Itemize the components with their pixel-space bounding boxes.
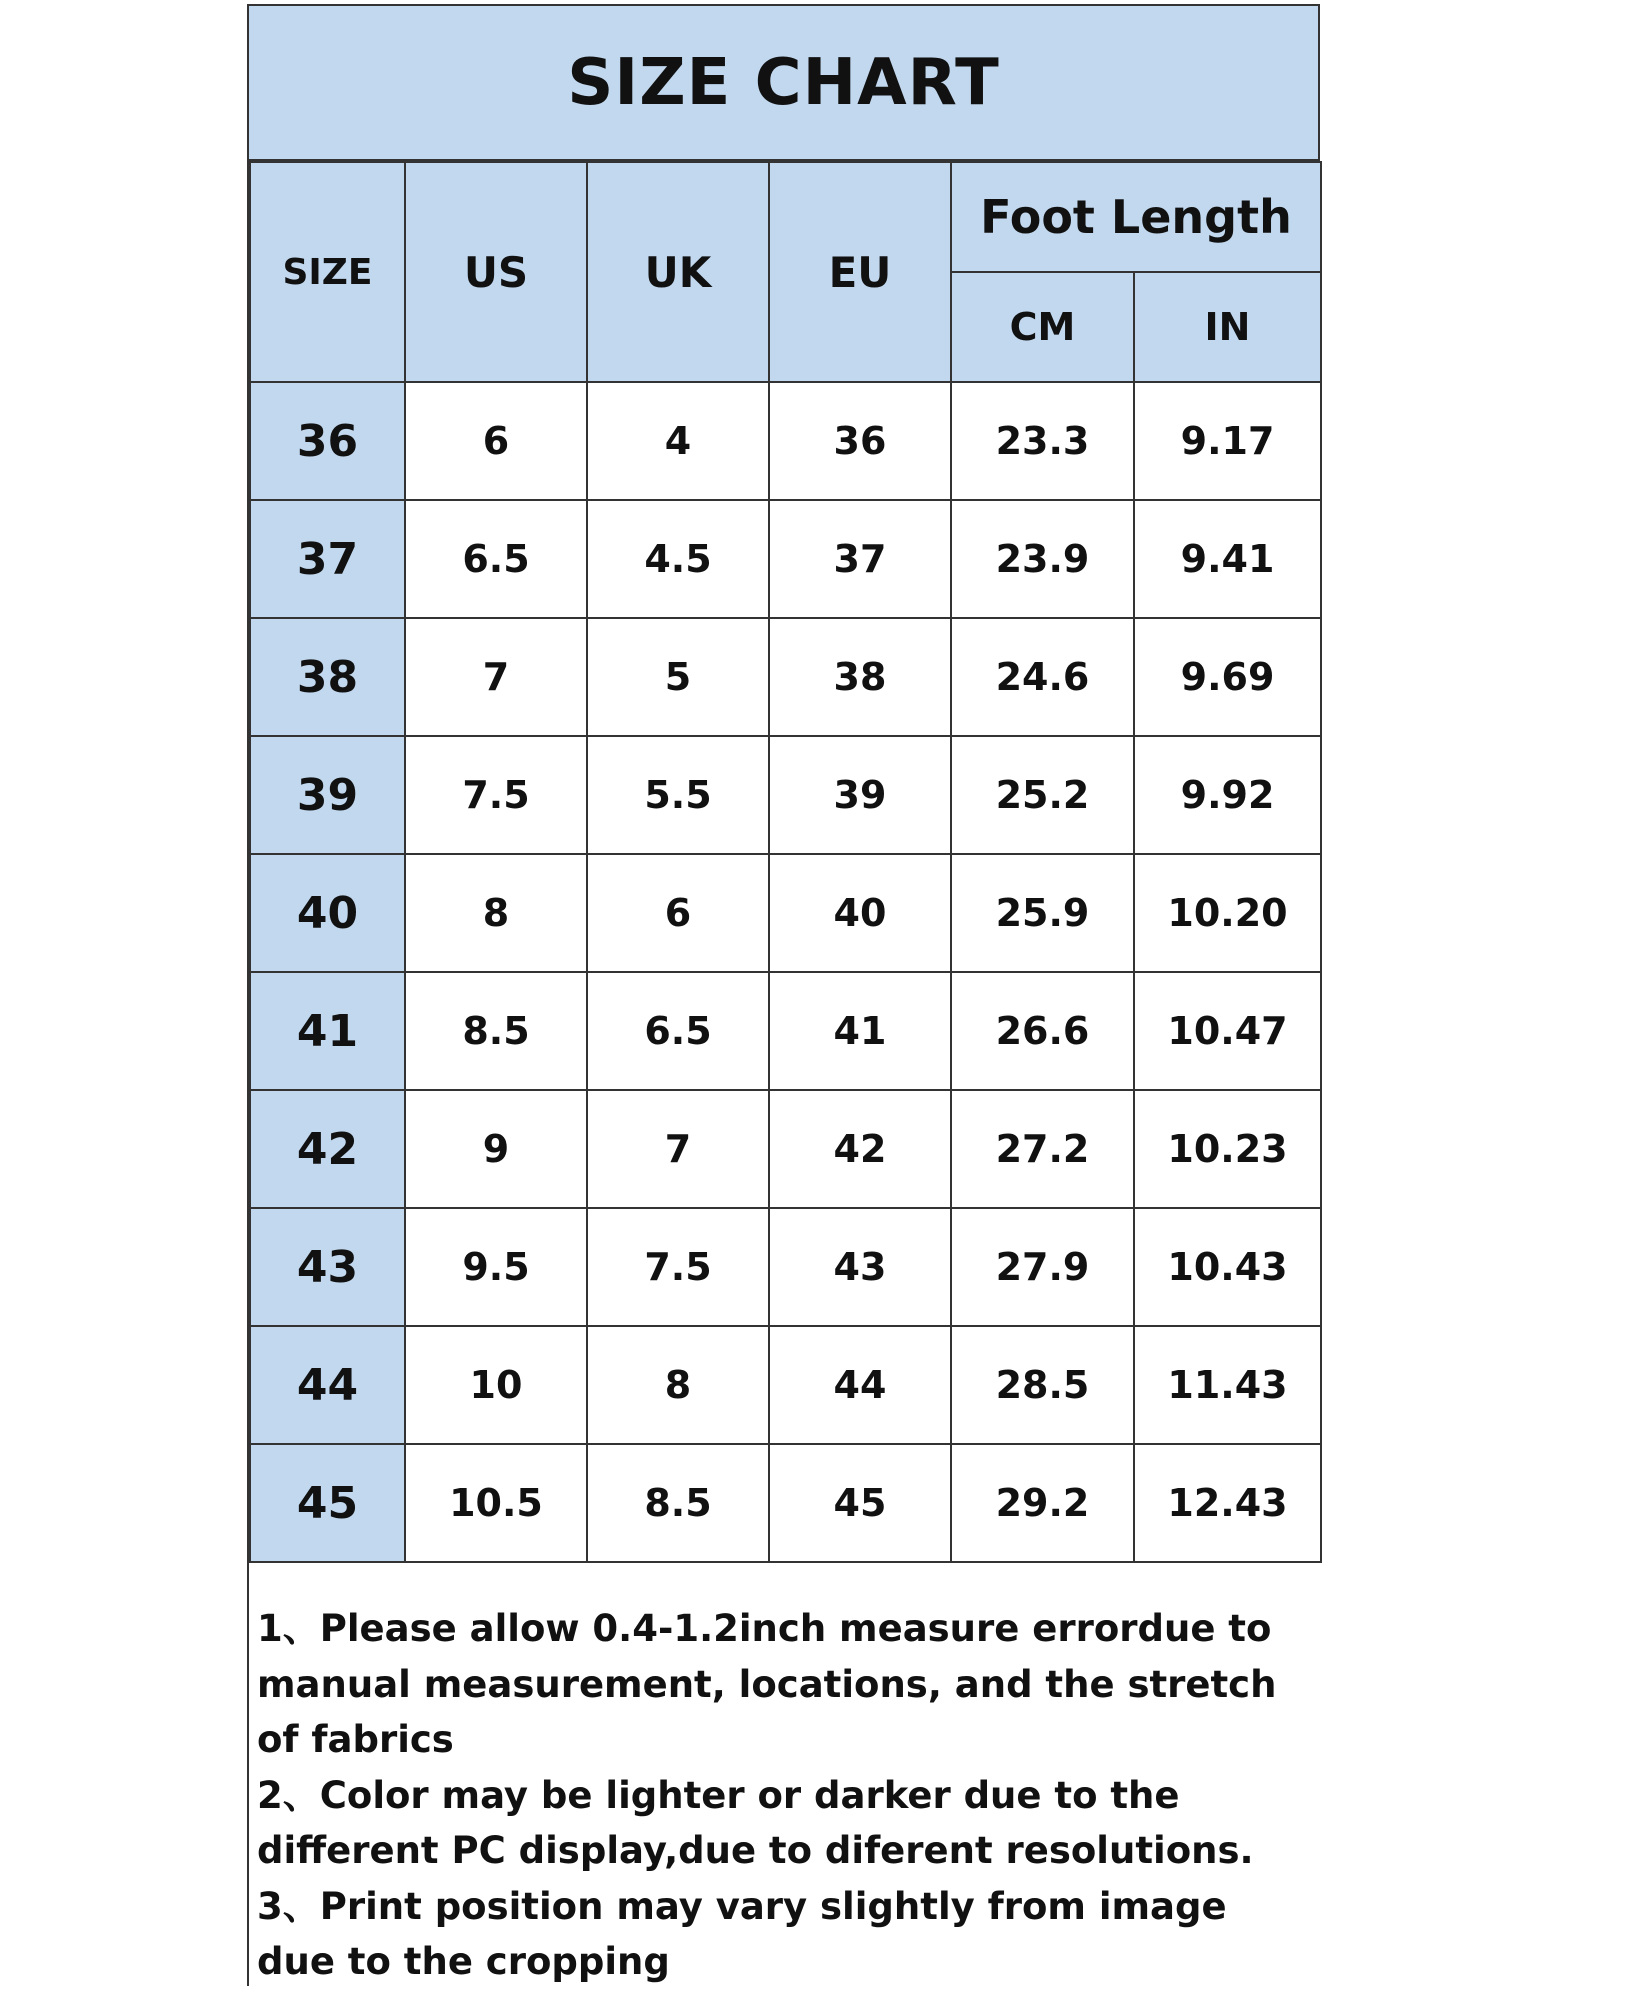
cell-us: 8 <box>405 854 587 972</box>
table-row <box>250 618 1321 736</box>
cell-uk: 5 <box>587 618 769 736</box>
note-1: 1、Please allow 0.4-1.2inch measure errordue to manual measurement, locations, and the stretch of fabrics <box>257 1607 1277 1761</box>
cell-size: 37 <box>250 500 405 618</box>
table-row <box>250 854 1321 972</box>
cell-cm: 27.2 <box>951 1090 1134 1208</box>
table-body <box>250 382 1321 1562</box>
chart-title: SIZE CHART <box>567 45 1000 120</box>
cell-eu: 38 <box>769 618 951 736</box>
note-3: 3、Print position may vary slightly from image due to the cropping <box>257 1884 1227 1983</box>
cell-cm: 25.2 <box>951 736 1134 854</box>
cell-uk: 7.5 <box>587 1208 769 1326</box>
cell-eu: 40 <box>769 854 951 972</box>
cell-size: 43 <box>250 1208 405 1326</box>
cell-in: 9.69 <box>1134 618 1321 736</box>
cell-size: 45 <box>250 1444 405 1562</box>
cell-in: 9.17 <box>1134 382 1321 500</box>
cell-size: 44 <box>250 1326 405 1444</box>
table-row <box>250 1208 1321 1326</box>
cell-uk: 6 <box>587 854 769 972</box>
cell-eu: 43 <box>769 1208 951 1326</box>
cell-us: 9 <box>405 1090 587 1208</box>
cell-cm: 29.2 <box>951 1444 1134 1562</box>
table-row <box>250 1090 1321 1208</box>
header-eu: EU <box>769 162 951 382</box>
cell-cm: 23.3 <box>951 382 1134 500</box>
cell-us: 8.5 <box>405 972 587 1090</box>
cell-us: 9.5 <box>405 1208 587 1326</box>
cell-in: 9.41 <box>1134 500 1321 618</box>
cell-size: 36 <box>250 382 405 500</box>
cell-uk: 4 <box>587 382 769 500</box>
cell-uk: 8.5 <box>587 1444 769 1562</box>
cell-in: 12.43 <box>1134 1444 1321 1562</box>
cell-in: 10.20 <box>1134 854 1321 972</box>
cell-in: 10.47 <box>1134 972 1321 1090</box>
cell-cm: 25.9 <box>951 854 1134 972</box>
cell-us: 7.5 <box>405 736 587 854</box>
cell-eu: 42 <box>769 1090 951 1208</box>
cell-us: 10 <box>405 1326 587 1444</box>
cell-in: 11.43 <box>1134 1326 1321 1444</box>
note-2: 2、Color may be lighter or darker due to the different PC display,due to diferent resolutions. <box>257 1773 1254 1872</box>
title-band <box>249 4 1320 161</box>
cell-eu: 36 <box>769 382 951 500</box>
cell-in: 9.92 <box>1134 736 1321 854</box>
header-us: US <box>405 162 587 382</box>
header-cm: CM <box>951 272 1134 382</box>
cell-cm: 26.6 <box>951 972 1134 1090</box>
cell-size: 41 <box>250 972 405 1090</box>
header-size: SIZE <box>250 162 405 382</box>
size-table <box>249 161 1322 1563</box>
cell-eu: 37 <box>769 500 951 618</box>
cell-cm: 27.9 <box>951 1208 1134 1326</box>
header-uk: UK <box>587 162 769 382</box>
cell-cm: 23.9 <box>951 500 1134 618</box>
notes <box>257 1601 1317 1990</box>
table-row <box>250 500 1321 618</box>
table-row <box>250 736 1321 854</box>
cell-size: 38 <box>250 618 405 736</box>
cell-in: 10.23 <box>1134 1090 1321 1208</box>
cell-uk: 7 <box>587 1090 769 1208</box>
cell-eu: 39 <box>769 736 951 854</box>
cell-us: 6 <box>405 382 587 500</box>
cell-eu: 44 <box>769 1326 951 1444</box>
cell-uk: 5.5 <box>587 736 769 854</box>
cell-uk: 8 <box>587 1326 769 1444</box>
cell-eu: 41 <box>769 972 951 1090</box>
header-in: IN <box>1134 272 1321 382</box>
cell-eu: 45 <box>769 1444 951 1562</box>
cell-uk: 4.5 <box>587 500 769 618</box>
cell-us: 6.5 <box>405 500 587 618</box>
table-row <box>250 972 1321 1090</box>
cell-cm: 24.6 <box>951 618 1134 736</box>
table-row <box>250 1444 1321 1562</box>
table-row <box>250 382 1321 500</box>
cell-in: 10.43 <box>1134 1208 1321 1326</box>
table-header <box>250 162 1321 382</box>
cell-us: 7 <box>405 618 587 736</box>
header-foot-length: Foot Length <box>951 162 1321 272</box>
table-row <box>250 1326 1321 1444</box>
cell-us: 10.5 <box>405 1444 587 1562</box>
cell-uk: 6.5 <box>587 972 769 1090</box>
cell-size: 42 <box>250 1090 405 1208</box>
cell-cm: 28.5 <box>951 1326 1134 1444</box>
cell-size: 39 <box>250 736 405 854</box>
cell-size: 40 <box>250 854 405 972</box>
size-chart <box>247 4 1320 1986</box>
